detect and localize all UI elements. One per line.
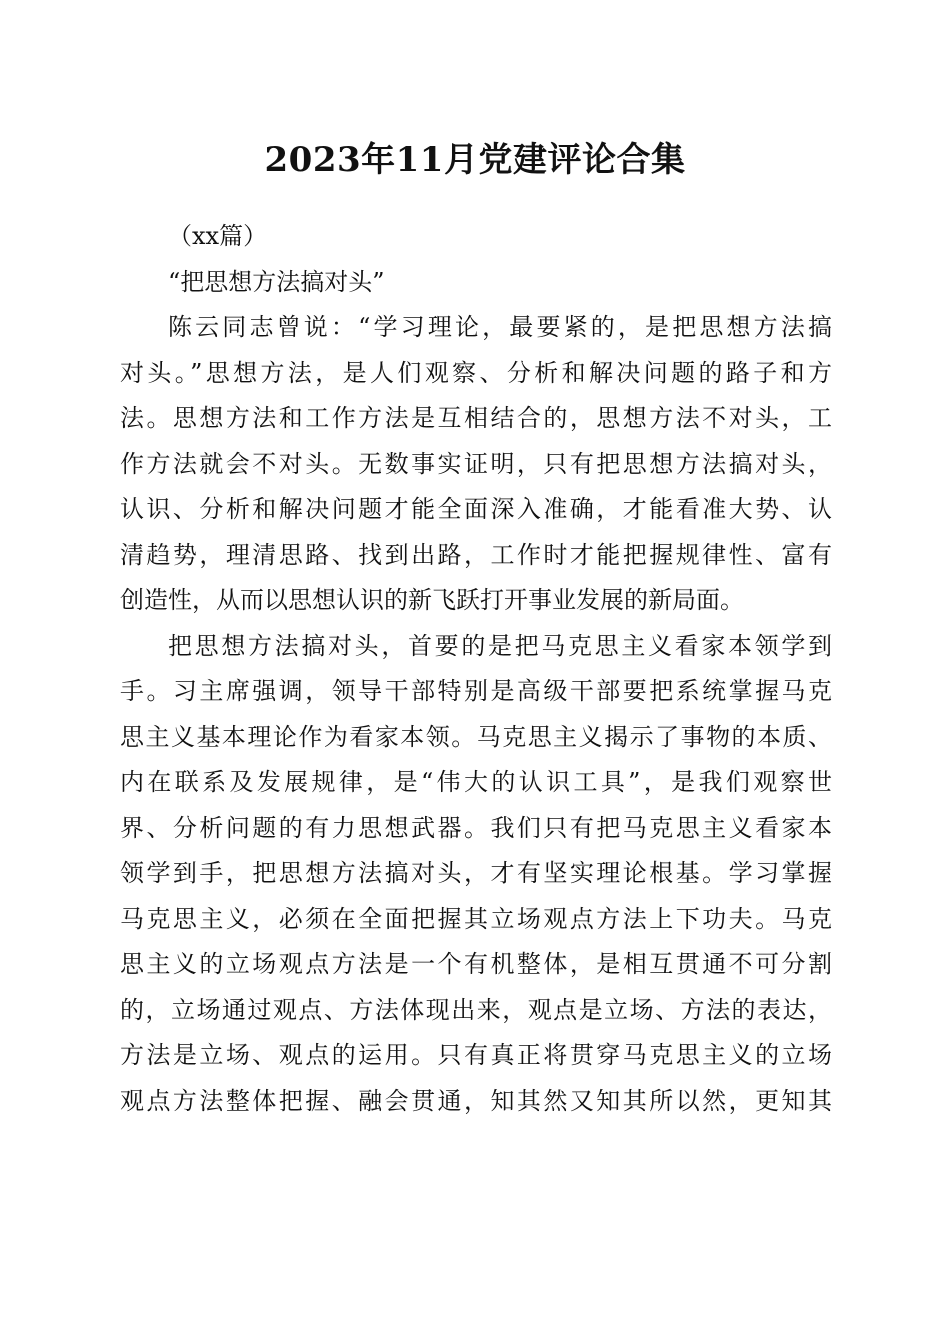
paragraph-line: 思主义的立场观点方法是一个有机整体，是相互贯通不可分割 [120, 950, 832, 978]
paragraph-line: 创造性，从而以思想认识的新飞跃打开事业发展的新局面。 [120, 586, 744, 614]
subtitle: （xx篇） [168, 222, 268, 250]
paragraph-line: 方法是立场、观点的运用。只有真正将贯穿马克思主义的立场 [120, 1041, 832, 1069]
paragraph-line: 内在联系及发展规律，是“伟大的认识工具”，是我们观察世 [120, 768, 832, 796]
paragraph-line: 对头。”思想方法，是人们观察、分析和解决问题的路子和方 [120, 358, 832, 387]
paragraph-line: 观点方法整体把握、融会贯通，知其然又知其所以然，更知其 [120, 1086, 832, 1115]
paragraph-line: 作方法就会不对头。无数事实证明，只有把思想方法搞对头， [120, 449, 832, 478]
paragraph-1 [120, 305, 832, 624]
article-title: “把思想方法搞对头” [168, 267, 385, 296]
paragraph-line: 思主义基本理论作为看家本领。马克思主义揭示了事物的本质、 [120, 722, 832, 751]
paragraph-2 [120, 624, 832, 1125]
document-body [120, 214, 832, 1124]
document-title: 2023年11月党建评论合集 [264, 140, 686, 180]
paragraph-line: 界、分析问题的有力思想武器。我们只有把马克思主义看家本 [120, 813, 832, 842]
paragraph-line: 领学到手，把思想方法搞对头，才有坚实理论根基。学习掌握 [120, 859, 832, 887]
paragraph-line: 清趋势，理清思路、找到出路，工作时才能把握规律性、富有 [120, 540, 832, 569]
paragraph-line: 手。习主席强调，领导干部特别是高级干部要把系统掌握马克 [120, 677, 832, 705]
paragraph-line: 马克思主义，必须在全面把握其立场观点方法上下功夫。马克 [120, 904, 832, 933]
paragraph-line: 的，立场通过观点、方法体现出来，观点是立场、方法的表达， [120, 995, 832, 1024]
paragraph-line: 法。思想方法和工作方法是互相结合的，思想方法不对头，工 [120, 404, 832, 432]
paragraph-line: 认识、分析和解决问题才能全面深入准确，才能看准大势、认 [120, 495, 832, 523]
paragraph-line: 陈云同志曾说：“学习理论，最要紧的，是把思想方法搞 [168, 313, 832, 341]
paragraph-line: 把思想方法搞对头，首要的是把马克思主义看家本领学到 [168, 631, 832, 660]
